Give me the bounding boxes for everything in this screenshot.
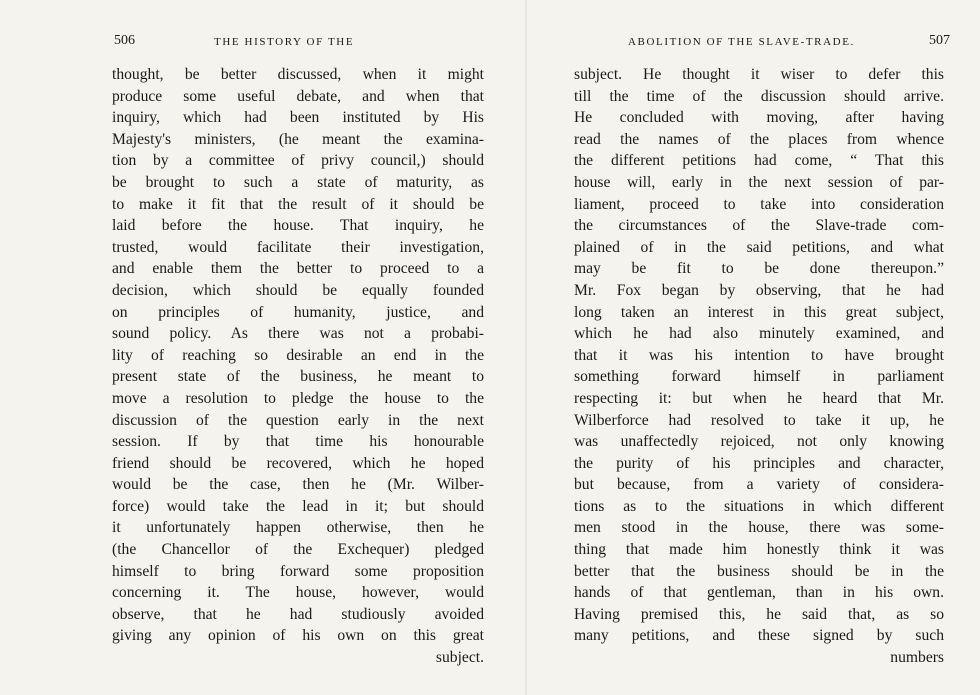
- text-line: long taken an interest in this great subject,: [574, 303, 944, 321]
- text-line: (the Chancellor of the Exchequer) pledged: [112, 541, 484, 559]
- text-line: it unfortunately happen otherwise, then he: [112, 519, 484, 537]
- text-line: house will, early in the next session of par-: [574, 173, 944, 191]
- gutter: [525, 0, 527, 695]
- text-line: something forward himself in parliament: [574, 368, 944, 386]
- text-line: on principles of humanity, justice, and: [112, 303, 484, 321]
- text-line: force) would take the lead in it; but should: [112, 497, 484, 515]
- text-line: men stood in the house, there was some-: [574, 519, 944, 537]
- text-line: sound policy. As there was not a probabi-: [112, 325, 484, 343]
- right-running-title: ABOLITION OF THE SLAVE-TRADE.: [628, 36, 855, 48]
- text-line: the circumstances of the Slave-trade com-: [574, 217, 944, 235]
- text-line: which he had also minutely examined, and: [574, 325, 944, 343]
- text-line: He concluded with moving, after having: [574, 109, 944, 127]
- text-line: liament, proceed to take into consideration: [574, 195, 944, 213]
- text-line: lity of reaching so desirable an end in the: [112, 346, 484, 364]
- text-line: thought, be better discussed, when it might: [112, 66, 484, 83]
- text-line: himself to bring forward some proposition: [112, 562, 484, 580]
- text-line: may be fit to be done thereupon.”: [574, 260, 944, 278]
- text-line: produce some useful debate, and when that: [112, 87, 484, 105]
- text-line: thing that made him honestly think it was: [574, 541, 944, 559]
- text-line: and enable them the better to proceed to a: [112, 260, 484, 278]
- left-page-body: [112, 64, 484, 669]
- text-line: to make it fit that the result of it should be: [112, 195, 484, 213]
- text-line: inquiry, which had been instituted by His: [112, 109, 484, 127]
- left-page-header: [112, 30, 484, 54]
- text-line: the purity of his principles and character,: [574, 454, 944, 472]
- left-page: [112, 30, 484, 669]
- left-page-number: 506: [114, 33, 135, 48]
- text-line: plained of in the said petitions, and what: [574, 238, 944, 256]
- text-line: that it was his intention to have brought: [574, 346, 944, 364]
- right-page-number: 507: [929, 33, 950, 48]
- text-line: respecting it: but when he heard that Mr.: [574, 389, 944, 407]
- right-page: [572, 30, 950, 669]
- text-line: numbers: [890, 649, 944, 667]
- text-line: concerning it. The house, however, would: [112, 584, 484, 602]
- text-line: many petitions, and these signed by such: [574, 627, 944, 645]
- text-line: Wilberforce had resolved to take it up, he: [574, 411, 944, 429]
- text-line: tion by a committee of privy council,) should: [112, 152, 484, 170]
- text-line: the different petitions had come, “ That this: [574, 152, 944, 170]
- text-line: observe, that he had studiously avoided: [112, 605, 484, 623]
- text-line: hands of that gentleman, than in his own.: [574, 584, 944, 602]
- text-line: friend should be recovered, which he hoped: [112, 454, 484, 472]
- text-line: present state of the business, he meant to: [112, 368, 484, 386]
- text-line: decision, which should be equally founded: [112, 281, 484, 299]
- text-line: Mr. Fox began by observing, that he had: [574, 281, 944, 299]
- left-running-title: THE HISTORY OF THE: [214, 36, 355, 48]
- text-line: would be the case, then he (Mr. Wilber-: [112, 476, 484, 494]
- text-line: read the names of the places from whence: [574, 130, 944, 148]
- text-line: be brought to such a state of maturity, as: [112, 173, 484, 191]
- text-line: discussion of the question early in the next: [112, 411, 484, 429]
- text-line: Majesty's ministers, (he meant the examina-: [112, 130, 484, 148]
- text-line: till the time of the discussion should arrive.: [574, 87, 944, 105]
- text-line: was unaffectedly rejoiced, not only knowing: [574, 433, 944, 451]
- text-line: session. If by that time his honourable: [112, 433, 484, 451]
- right-page-header: [572, 30, 950, 54]
- text-line: tions as to the situations in which different: [574, 497, 944, 515]
- text-line: laid before the house. That inquiry, he: [112, 217, 484, 235]
- text-line: giving any opinion of his own on this great: [112, 627, 484, 645]
- text-line: but because, from a variety of considera-: [574, 476, 944, 494]
- text-line: subject. He thought it wiser to defer this: [574, 66, 944, 83]
- right-page-body: [574, 64, 944, 669]
- text-line: trusted, would facilitate their investigation,: [112, 238, 484, 256]
- text-line: move a resolution to pledge the house to the: [112, 389, 484, 407]
- text-line: subject.: [435, 649, 484, 667]
- text-line: Having premised this, he said that, as so: [574, 605, 944, 623]
- text-line: better that the business should be in the: [574, 562, 944, 580]
